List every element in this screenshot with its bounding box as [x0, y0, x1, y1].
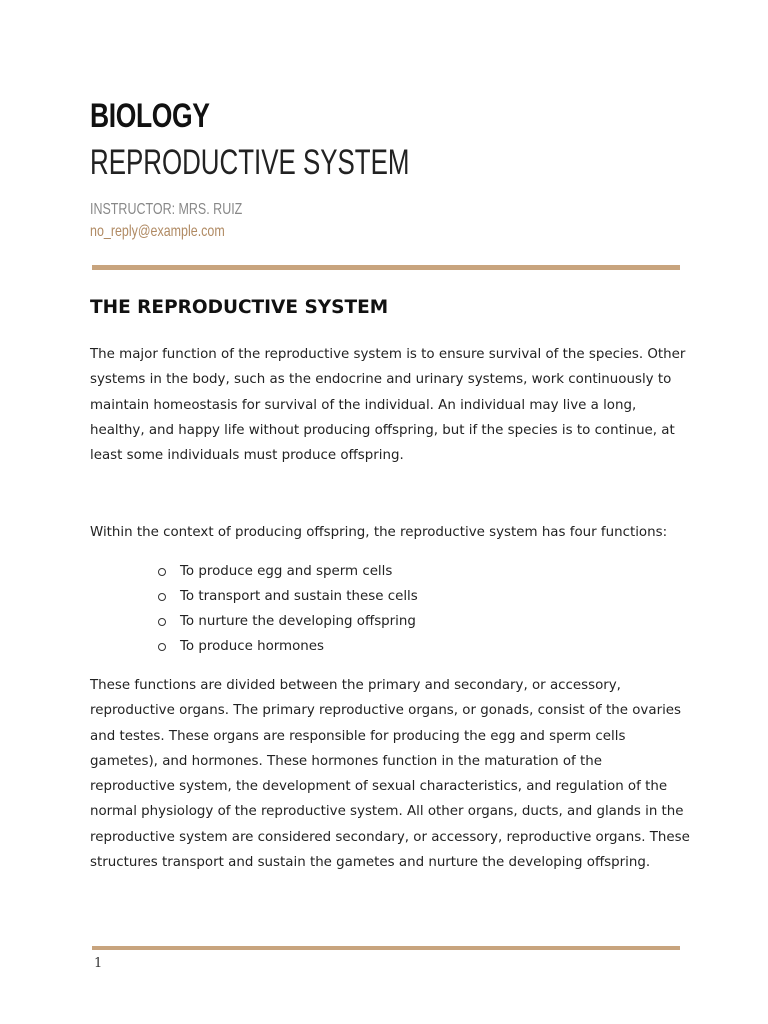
instructor-email: no_reply@example.com [90, 223, 225, 240]
page-number: 1 [94, 956, 103, 971]
header-divider [92, 265, 680, 270]
hollow-circle-bullet-icon [158, 618, 166, 626]
topic-title: REPRODUCTIVE SYSTEM [90, 143, 410, 182]
list-item [158, 634, 418, 659]
hollow-circle-bullet-icon [158, 643, 166, 651]
hollow-circle-bullet-icon [158, 568, 166, 576]
functions-list [158, 559, 418, 659]
paragraph-functions-lead: Within the context of producing offspring, the reproductive system has four functions: [90, 525, 668, 540]
section-heading: THE REPRODUCTIVE SYSTEM [90, 297, 389, 318]
subject-title: BIOLOGY [90, 97, 210, 135]
list-item [158, 559, 418, 584]
list-item-text: To nurture the developing offspring [180, 614, 416, 629]
footer-divider [92, 946, 680, 950]
list-item [158, 609, 418, 634]
paragraph-organs: These functions are divided between the primary and secondary, or accessory, reproductive organs. The primary reproductive organs, or gonads, consist of the ovaries and testes. These organs are responsible for producing the egg and sperm cells gametes), and hormones. These hormones function in the maturation of the reproductive system, the development of sexual characteristics, and regulation of the normal physiology of the reproductive system. All other organs, ducts, and glands in the reproductive system are considered secondary, or accessory, reproductive organs. These structures transport and sustain the gametes and nurture the developing offspring. [90, 678, 690, 871]
list-item-text: To produce hormones [180, 639, 324, 654]
list-item-text: To transport and sustain these cells [180, 589, 418, 604]
instructor-name: INSTRUCTOR: MRS. RUIZ [90, 201, 243, 218]
list-item-text: To produce egg and sperm cells [180, 564, 393, 579]
list-item [158, 584, 418, 609]
paragraph-intro: The major function of the reproductive system is to ensure survival of the species. Other systems in the body, such as the endocrine and urinary systems, work continuously to maintain homeostasis for survival of the individual. An individual may live a long, healthy, and happy life without producing offspring, but if the species is to continue, at least some individuals must produce offspring. [90, 347, 686, 464]
hollow-circle-bullet-icon [158, 593, 166, 601]
